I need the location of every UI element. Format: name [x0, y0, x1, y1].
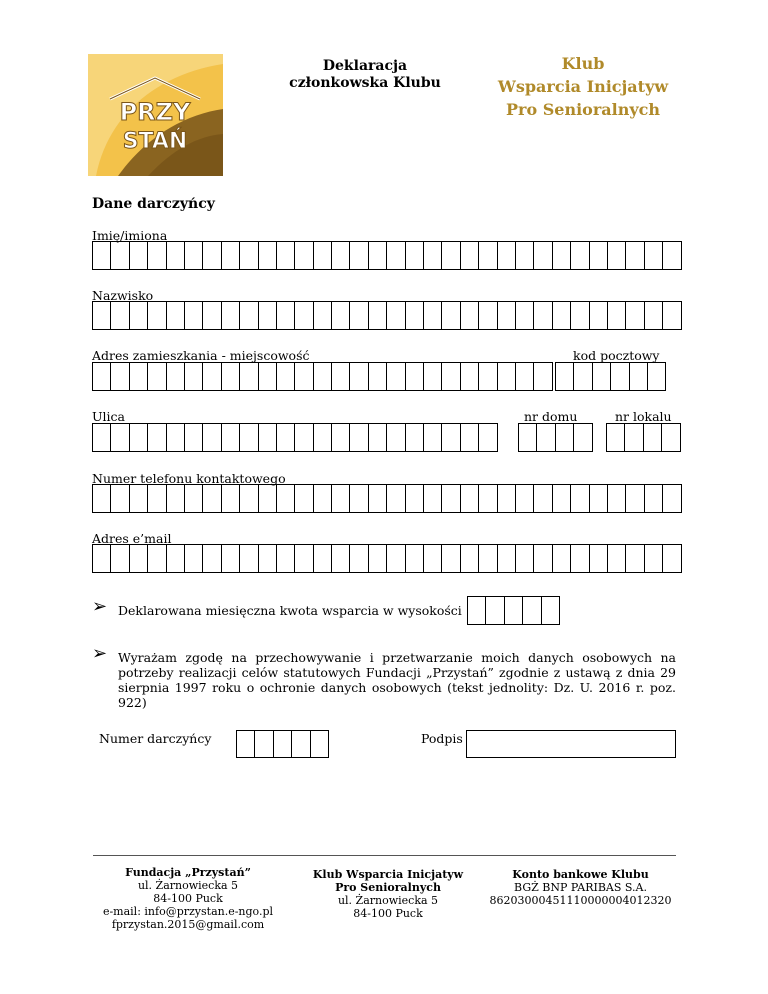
- footer-bank-title: Konto bankowe Klubu: [512, 868, 649, 881]
- first-name-label: Imię/imiona: [92, 228, 168, 243]
- char-box[interactable]: [259, 423, 277, 452]
- char-box[interactable]: [663, 241, 681, 270]
- char-box[interactable]: [277, 423, 295, 452]
- char-box[interactable]: [626, 484, 644, 513]
- footer-bank-name: BGŻ BNP PARIBAS S.A.: [514, 881, 647, 894]
- char-box[interactable]: [406, 544, 424, 573]
- char-box[interactable]: [185, 362, 203, 391]
- char-box[interactable]: [295, 484, 313, 513]
- char-box[interactable]: [590, 544, 608, 573]
- arrow-bullet-icon: ➢: [92, 643, 108, 664]
- char-box[interactable]: [406, 362, 424, 391]
- char-box[interactable]: [240, 362, 258, 391]
- document-title: Deklaracja członkowska Klubu: [289, 58, 441, 91]
- char-box[interactable]: [237, 730, 255, 758]
- char-box[interactable]: [662, 423, 680, 452]
- char-box[interactable]: [516, 484, 534, 513]
- char-box[interactable]: [442, 362, 460, 391]
- char-box[interactable]: [369, 423, 387, 452]
- char-box[interactable]: [516, 544, 534, 573]
- char-box[interactable]: [314, 484, 332, 513]
- footer-foundation-street: ul. Żarnowiecka 5: [137, 879, 239, 892]
- logo-text-top: PRZY: [119, 98, 191, 126]
- char-box[interactable]: [442, 241, 460, 270]
- char-box[interactable]: [295, 362, 313, 391]
- char-box[interactable]: [203, 301, 221, 330]
- char-box[interactable]: [498, 484, 516, 513]
- char-box[interactable]: [292, 730, 310, 758]
- char-box[interactable]: [314, 544, 332, 573]
- char-box[interactable]: [350, 362, 368, 391]
- char-box[interactable]: [93, 301, 111, 330]
- char-box[interactable]: [516, 301, 534, 330]
- char-box[interactable]: [387, 484, 405, 513]
- char-box[interactable]: [644, 423, 662, 452]
- char-box[interactable]: [369, 484, 387, 513]
- postcode-label: kod pocztowy: [573, 348, 660, 363]
- char-box[interactable]: [663, 484, 681, 513]
- arrow-bullet-icon: ➢: [92, 596, 108, 617]
- char-box[interactable]: [553, 484, 571, 513]
- city-field[interactable]: [92, 362, 553, 391]
- char-box[interactable]: [424, 423, 442, 452]
- char-box[interactable]: [148, 362, 166, 391]
- char-box[interactable]: [111, 423, 129, 452]
- char-box[interactable]: [479, 423, 497, 452]
- char-box[interactable]: [630, 362, 648, 391]
- char-box[interactable]: [625, 423, 643, 452]
- char-box[interactable]: [111, 362, 129, 391]
- char-box[interactable]: [185, 544, 203, 573]
- char-box[interactable]: [590, 241, 608, 270]
- char-box[interactable]: [571, 241, 589, 270]
- footer-foundation-city: 84-100 Puck: [153, 892, 223, 905]
- char-box[interactable]: [406, 241, 424, 270]
- char-box[interactable]: [148, 544, 166, 573]
- house-number-label: nr domu: [524, 409, 578, 424]
- char-box[interactable]: [130, 362, 148, 391]
- phone-field[interactable]: [92, 484, 682, 513]
- char-box[interactable]: [461, 544, 479, 573]
- char-box[interactable]: [590, 301, 608, 330]
- char-box[interactable]: [479, 544, 497, 573]
- char-box[interactable]: [424, 301, 442, 330]
- logo: [88, 54, 223, 176]
- phone-label: Numer telefonu kontaktowego: [92, 471, 286, 486]
- char-box[interactable]: [442, 544, 460, 573]
- char-box[interactable]: [516, 241, 534, 270]
- char-box[interactable]: [222, 241, 240, 270]
- char-box[interactable]: [148, 241, 166, 270]
- email-label: Adres e’mail: [92, 531, 172, 546]
- char-box[interactable]: [608, 241, 626, 270]
- section-title: Dane darczyńcy: [92, 196, 215, 212]
- char-box[interactable]: [607, 423, 625, 452]
- char-box[interactable]: [93, 544, 111, 573]
- char-box[interactable]: [332, 301, 350, 330]
- char-box[interactable]: [369, 241, 387, 270]
- char-box[interactable]: [626, 301, 644, 330]
- char-box[interactable]: [240, 423, 258, 452]
- char-box[interactable]: [534, 241, 552, 270]
- char-box[interactable]: [111, 484, 129, 513]
- char-box[interactable]: [523, 596, 541, 625]
- char-box[interactable]: [277, 484, 295, 513]
- char-box[interactable]: [534, 362, 552, 391]
- char-box[interactable]: [537, 423, 555, 452]
- char-box[interactable]: [240, 484, 258, 513]
- char-box[interactable]: [556, 423, 574, 452]
- footer-foundation-title: Fundacja „Przystań”: [125, 866, 251, 879]
- char-box[interactable]: [240, 241, 258, 270]
- char-box[interactable]: [406, 484, 424, 513]
- char-box[interactable]: [259, 362, 277, 391]
- char-box[interactable]: [222, 301, 240, 330]
- consent-text: Wyrażam zgodę na przechowywanie i przetwarzanie moich danych osobowych na potrzeby realizacji celów statutowych Fundacji „Przystań” zgodnie z ustawą z dnia 29 sierpnia 1997 roku o ochronie danych osobowych (tekst jednolity: Dz. U. 2016 r. poz. 922): [118, 650, 676, 710]
- char-box[interactable]: [574, 362, 592, 391]
- char-box[interactable]: [556, 362, 574, 391]
- char-box[interactable]: [167, 544, 185, 573]
- footer-bank-account: 86203000451110000004012320: [489, 894, 672, 907]
- char-box[interactable]: [295, 241, 313, 270]
- char-box[interactable]: [240, 544, 258, 573]
- char-box[interactable]: [203, 241, 221, 270]
- char-box[interactable]: [148, 301, 166, 330]
- char-box[interactable]: [387, 544, 405, 573]
- flat-number-label: nr lokalu: [615, 409, 672, 424]
- char-box[interactable]: [350, 544, 368, 573]
- char-box[interactable]: [442, 484, 460, 513]
- char-box[interactable]: [167, 301, 185, 330]
- char-box[interactable]: [93, 362, 111, 391]
- char-box[interactable]: [406, 423, 424, 452]
- club-title-line3: Pro Senioralnych: [506, 100, 660, 119]
- char-box[interactable]: [350, 423, 368, 452]
- char-box[interactable]: [461, 241, 479, 270]
- char-box[interactable]: [608, 544, 626, 573]
- char-box[interactable]: [571, 544, 589, 573]
- char-box[interactable]: [332, 241, 350, 270]
- char-box[interactable]: [277, 301, 295, 330]
- char-box[interactable]: [369, 301, 387, 330]
- donor-number-label: Numer darczyńcy: [99, 731, 212, 746]
- char-box[interactable]: [240, 301, 258, 330]
- logo-text-bottom: STAŃ: [122, 129, 188, 154]
- char-box[interactable]: [424, 484, 442, 513]
- char-box[interactable]: [424, 241, 442, 270]
- char-box[interactable]: [461, 423, 479, 452]
- char-box[interactable]: [519, 423, 537, 452]
- char-box[interactable]: [167, 362, 185, 391]
- char-box[interactable]: [387, 241, 405, 270]
- signature-label: Podpis: [421, 731, 463, 746]
- char-box[interactable]: [645, 484, 663, 513]
- street-field[interactable]: [92, 423, 498, 452]
- char-box[interactable]: [645, 241, 663, 270]
- char-box[interactable]: [93, 484, 111, 513]
- street-label: Ulica: [92, 409, 125, 424]
- char-box[interactable]: [277, 544, 295, 573]
- char-box[interactable]: [259, 301, 277, 330]
- char-box[interactable]: [608, 301, 626, 330]
- char-box[interactable]: [461, 362, 479, 391]
- char-box[interactable]: [424, 544, 442, 573]
- postcode-field[interactable]: [555, 362, 666, 391]
- char-box[interactable]: [479, 241, 497, 270]
- char-box[interactable]: [295, 301, 313, 330]
- donor-number-field[interactable]: [236, 730, 329, 758]
- footer-bank: [488, 868, 673, 907]
- char-box[interactable]: [468, 596, 486, 625]
- char-box[interactable]: [314, 423, 332, 452]
- char-box[interactable]: [571, 301, 589, 330]
- club-title-line1: Klub: [561, 54, 605, 73]
- last-name-label: Nazwisko: [92, 288, 154, 303]
- char-box[interactable]: [553, 301, 571, 330]
- char-box[interactable]: [185, 423, 203, 452]
- city-label: Adres zamieszkania - miejscowość: [92, 348, 310, 363]
- char-box[interactable]: [203, 362, 221, 391]
- char-box[interactable]: [350, 301, 368, 330]
- char-box[interactable]: [222, 362, 240, 391]
- footer-club-title2: Pro Senioralnych: [335, 881, 441, 894]
- char-box[interactable]: [486, 596, 504, 625]
- email-field[interactable]: [92, 544, 682, 573]
- house-number-field[interactable]: [518, 423, 593, 452]
- char-box[interactable]: [167, 484, 185, 513]
- char-box[interactable]: [185, 241, 203, 270]
- char-box[interactable]: [479, 362, 497, 391]
- footer-club-street: ul. Żarnowiecka 5: [337, 894, 439, 907]
- char-box[interactable]: [295, 423, 313, 452]
- char-box[interactable]: [369, 362, 387, 391]
- char-box[interactable]: [130, 544, 148, 573]
- char-box[interactable]: [369, 544, 387, 573]
- char-box[interactable]: [424, 362, 442, 391]
- char-box[interactable]: [203, 484, 221, 513]
- footer-foundation-email: e-mail: info@przystan.e-ngo.pl: [102, 905, 274, 918]
- char-box[interactable]: [130, 423, 148, 452]
- char-box[interactable]: [387, 423, 405, 452]
- char-box[interactable]: [93, 423, 111, 452]
- char-box[interactable]: [663, 301, 681, 330]
- char-box[interactable]: [130, 484, 148, 513]
- char-box[interactable]: [314, 301, 332, 330]
- char-box[interactable]: [442, 423, 460, 452]
- char-box[interactable]: [185, 484, 203, 513]
- char-box[interactable]: [259, 544, 277, 573]
- char-box[interactable]: [222, 484, 240, 513]
- char-box[interactable]: [461, 301, 479, 330]
- signature-field[interactable]: [466, 730, 676, 758]
- char-box[interactable]: [663, 544, 681, 573]
- char-box[interactable]: [387, 301, 405, 330]
- char-box[interactable]: [311, 730, 329, 758]
- char-box[interactable]: [350, 241, 368, 270]
- last-name-field[interactable]: [92, 301, 682, 330]
- char-box[interactable]: [130, 241, 148, 270]
- char-box[interactable]: [574, 423, 592, 452]
- char-box[interactable]: [277, 241, 295, 270]
- char-box[interactable]: [534, 484, 552, 513]
- char-box[interactable]: [571, 484, 589, 513]
- char-box[interactable]: [259, 241, 277, 270]
- char-box[interactable]: [167, 423, 185, 452]
- char-box[interactable]: [611, 362, 629, 391]
- char-box[interactable]: [111, 544, 129, 573]
- char-box[interactable]: [498, 362, 516, 391]
- char-box[interactable]: [130, 301, 148, 330]
- char-box[interactable]: [255, 730, 273, 758]
- char-box[interactable]: [259, 484, 277, 513]
- char-box[interactable]: [498, 544, 516, 573]
- char-box[interactable]: [534, 301, 552, 330]
- char-box[interactable]: [590, 484, 608, 513]
- char-box[interactable]: [332, 362, 350, 391]
- char-box[interactable]: [295, 544, 313, 573]
- char-box[interactable]: [332, 423, 350, 452]
- char-box[interactable]: [442, 301, 460, 330]
- char-box[interactable]: [479, 484, 497, 513]
- char-box[interactable]: [148, 423, 166, 452]
- club-title: [488, 52, 678, 121]
- char-box[interactable]: [593, 362, 611, 391]
- char-box[interactable]: [167, 241, 185, 270]
- char-box[interactable]: [461, 484, 479, 513]
- char-box[interactable]: [314, 362, 332, 391]
- footer-club-city: 84-100 Puck: [353, 907, 423, 920]
- char-box[interactable]: [314, 241, 332, 270]
- char-box[interactable]: [406, 301, 424, 330]
- char-box[interactable]: [645, 544, 663, 573]
- char-box[interactable]: [332, 484, 350, 513]
- footer-club: [303, 868, 473, 920]
- char-box[interactable]: [648, 362, 666, 391]
- char-box[interactable]: [505, 596, 523, 625]
- footer-foundation-email2: fprzystan.2015@gmail.com: [111, 918, 265, 931]
- char-box[interactable]: [387, 362, 405, 391]
- char-box[interactable]: [222, 423, 240, 452]
- char-box[interactable]: [93, 241, 111, 270]
- char-box[interactable]: [516, 362, 534, 391]
- char-box[interactable]: [608, 484, 626, 513]
- char-box[interactable]: [274, 730, 292, 758]
- footer-foundation: [98, 866, 278, 931]
- char-box[interactable]: [111, 301, 129, 330]
- char-box[interactable]: [542, 596, 560, 625]
- char-box[interactable]: [626, 241, 644, 270]
- char-box[interactable]: [645, 301, 663, 330]
- footer-club-title1: Klub Wsparcia Inicjatyw: [312, 868, 464, 881]
- char-box[interactable]: [332, 544, 350, 573]
- char-box[interactable]: [534, 544, 552, 573]
- char-box[interactable]: [111, 241, 129, 270]
- char-box[interactable]: [277, 362, 295, 391]
- flat-number-field[interactable]: [606, 423, 681, 452]
- char-box[interactable]: [553, 241, 571, 270]
- club-title-line2: Wsparcia Inicjatyw: [497, 77, 669, 96]
- char-box[interactable]: [148, 484, 166, 513]
- char-box[interactable]: [498, 241, 516, 270]
- char-box[interactable]: [203, 423, 221, 452]
- char-box[interactable]: [185, 301, 203, 330]
- char-box[interactable]: [626, 544, 644, 573]
- first-name-field[interactable]: [92, 241, 682, 270]
- amount-label: Deklarowana miesięczna kwota wsparcia w wysokości: [118, 603, 462, 618]
- char-box[interactable]: [203, 544, 221, 573]
- char-box[interactable]: [222, 544, 240, 573]
- char-box[interactable]: [350, 484, 368, 513]
- char-box[interactable]: [479, 301, 497, 330]
- char-box[interactable]: [498, 301, 516, 330]
- char-box[interactable]: [553, 544, 571, 573]
- amount-field[interactable]: [467, 596, 560, 625]
- footer-divider: [93, 855, 676, 856]
